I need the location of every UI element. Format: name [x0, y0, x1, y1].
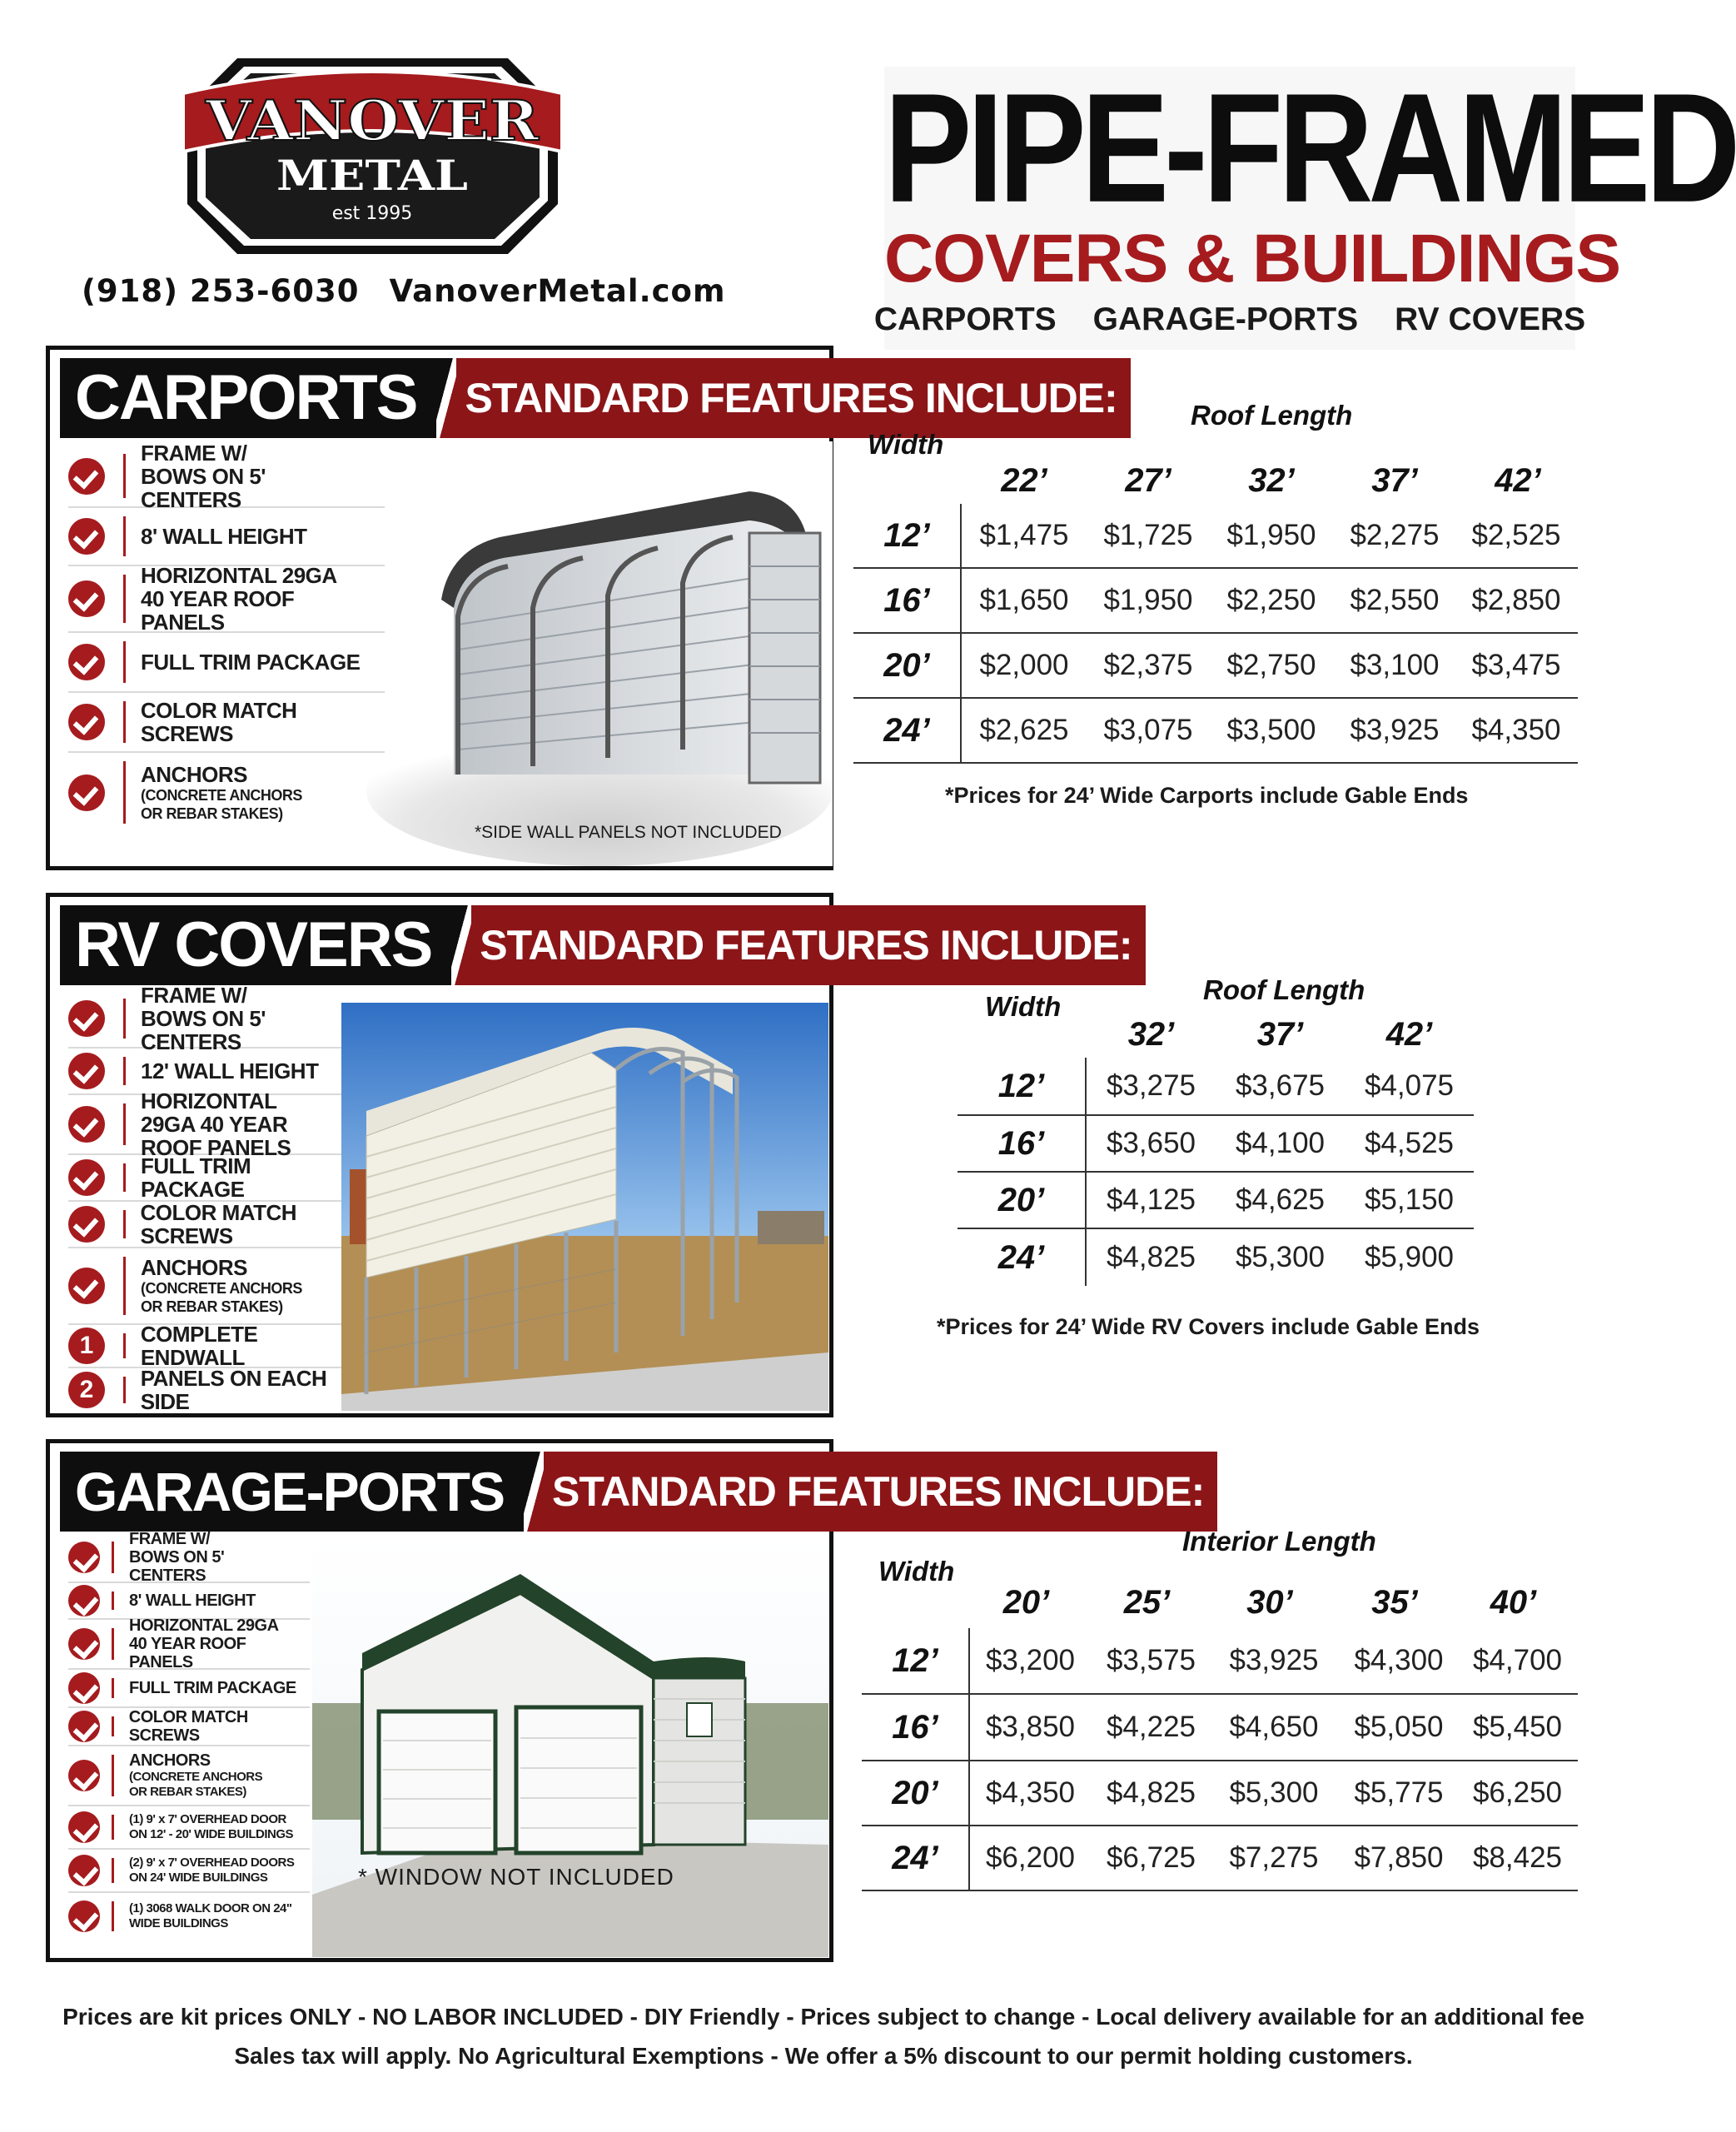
garage-ports-note: * WINDOW NOT INCLUDED: [358, 1864, 674, 1890]
feature-item: [68, 1368, 356, 1412]
price-cell: $4,075: [1364, 1069, 1455, 1102]
garage-ports-panel-header: [60, 1452, 1217, 1532]
feature-main: ANCHORS: [141, 1255, 247, 1280]
price-cell: $1,725: [1103, 519, 1193, 551]
feature-text: [141, 1256, 307, 1316]
feature-text: HORIZONTAL 29GA 40 YEAR ROOF PANELS: [141, 1088, 291, 1160]
feature-text: FRAME W/ BOWS ON 5' CENTERS: [129, 1530, 225, 1585]
width-label: Width: [868, 429, 944, 460]
check-icon: [68, 1711, 100, 1742]
price-cell: $5,150: [1364, 1183, 1455, 1216]
price-cell: $3,850: [985, 1711, 1076, 1743]
table-row: [958, 1116, 1474, 1173]
features-heading: STANDARD FEATURES INCLUDE:: [544, 1452, 1217, 1532]
feature-divider: [112, 1716, 114, 1736]
feature-divider: [123, 1257, 126, 1315]
check-icon: [68, 1855, 100, 1886]
price-cell: $3,925: [1350, 714, 1440, 746]
check-icon: [68, 1542, 100, 1573]
feature-item: [68, 440, 385, 512]
row-width: 20’: [862, 1761, 970, 1825]
feature-divider: [123, 1210, 126, 1238]
feature-item: [68, 1322, 356, 1370]
feature-divider: [123, 1377, 126, 1403]
column-header: 25’: [1123, 1584, 1171, 1621]
check-icon: [68, 704, 105, 740]
header-divider: [524, 1452, 544, 1532]
feature-item: [68, 508, 385, 566]
footer-line-1: Prices are kit prices ONLY - NO LABOR INCLUDED - DIY Friendly - Prices subject to change - Local delivery available for an additional fee: [62, 2004, 1584, 2030]
price-cell: $4,350: [1471, 714, 1561, 746]
table-rows: [862, 1628, 1578, 1891]
feature-text: COLOR MATCH SCREWS: [128, 1708, 248, 1745]
feature-main: ANCHORS: [141, 761, 247, 787]
price-cell: $4,825: [1106, 1241, 1196, 1273]
row-width: 16’: [853, 569, 962, 632]
price-cell: $4,625: [1235, 1183, 1326, 1216]
row-width: 20’: [958, 1173, 1087, 1228]
row-width: 16’: [958, 1116, 1087, 1171]
price-cell: $5,450: [1472, 1711, 1563, 1743]
feature-divider: [112, 1858, 114, 1883]
price-cell: $5,050: [1354, 1711, 1444, 1743]
column-header: 37’: [1256, 1016, 1304, 1053]
feature-item: [68, 1530, 310, 1585]
rv-cover-photo: [341, 1003, 828, 1411]
table-title: Interior Length: [1182, 1526, 1376, 1557]
features-heading: STANDARD FEATURES INCLUDE:: [456, 358, 1130, 438]
price-cell: $2,375: [1103, 649, 1193, 681]
width-label: Width: [878, 1556, 955, 1587]
table-row: [853, 569, 1578, 634]
table-row: [853, 699, 1578, 764]
feature-divider: [123, 1103, 126, 1145]
feature-text: 12' WALL HEIGHT: [141, 1059, 319, 1083]
price-cell: $2,000: [979, 649, 1069, 681]
headline-tags: [873, 301, 1586, 338]
feature-item: [68, 633, 385, 693]
logo-est: est 1995: [331, 203, 413, 224]
feature-divider: [123, 701, 126, 743]
row-width: 12’: [862, 1628, 970, 1693]
price-cell: $2,850: [1471, 584, 1561, 616]
price-cell: $3,075: [1103, 714, 1193, 746]
website-link[interactable]: VanoverMetal.com: [389, 273, 726, 309]
feature-divider: [123, 1057, 126, 1085]
price-cell: $3,275: [1106, 1069, 1196, 1102]
price-cell: $4,350: [985, 1776, 1076, 1809]
check-icon: [68, 775, 105, 811]
tag-carports: CARPORTS: [873, 301, 1057, 337]
price-cell: $3,475: [1471, 649, 1561, 681]
feature-text: 8' WALL HEIGHT: [141, 524, 307, 549]
feature-item: [68, 693, 385, 753]
contact-line: [82, 273, 726, 309]
headline-block: [873, 62, 1736, 350]
check-icon: [68, 1000, 105, 1037]
price-cell: $3,575: [1106, 1644, 1196, 1676]
logo-name: VANOVER: [204, 88, 540, 153]
table-rows: [853, 504, 1578, 764]
phone-number[interactable]: (918) 253-6030: [82, 273, 360, 309]
feature-text: (2) 9' x 7' OVERHEAD DOORS ON 24' WIDE BUILDINGS: [129, 1856, 295, 1885]
feature-subtext: (CONCRETE ANCHORS OR REBAR STAKES): [141, 786, 302, 822]
footer-line-2: Sales tax will apply. No Agricultural Exemptions - We offer a 5% discount to our permit holding customers.: [234, 2043, 1413, 2069]
price-cell: $2,525: [1471, 519, 1561, 551]
price-cell: $1,475: [979, 519, 1069, 551]
column-header: 35’: [1371, 1584, 1418, 1621]
price-cell: $5,300: [1235, 1241, 1326, 1273]
price-cell: $2,275: [1350, 519, 1440, 551]
feature-text: FULL TRIM PACKAGE: [129, 1679, 296, 1697]
feature-item: [68, 563, 385, 635]
feature-divider: [123, 1333, 126, 1358]
feature-text: FULL TRIM PACKAGE: [141, 650, 361, 675]
feature-text: HORIZONTAL 29GA 40 YEAR ROOF PANELS: [141, 563, 336, 635]
check-icon: [68, 1672, 100, 1704]
row-width: 12’: [853, 504, 962, 567]
check-icon: [68, 1585, 100, 1616]
feature-text: FRAME W/ BOWS ON 5' CENTERS: [141, 983, 266, 1054]
price-cell: $4,125: [1106, 1183, 1196, 1216]
feature-divider: [112, 1755, 114, 1796]
row-width: 24’: [958, 1229, 1087, 1286]
column-headers: [962, 462, 1579, 500]
row-width: 12’: [958, 1058, 1087, 1114]
feature-text: COMPLETE ENDWALL: [140, 1322, 258, 1370]
table-row: [958, 1173, 1474, 1229]
row-width: 24’: [862, 1826, 970, 1890]
feature-divider: [123, 516, 126, 556]
feature-item: [68, 983, 356, 1054]
feature-item: [68, 1850, 310, 1893]
table-row: [862, 1761, 1578, 1826]
price-cell: $4,700: [1472, 1644, 1563, 1676]
price-cell: $1,950: [1226, 519, 1316, 551]
column-header: 32’: [1127, 1016, 1175, 1053]
feature-item: [68, 1202, 356, 1248]
headline-subtitle: COVERS & BUILDINGS: [884, 221, 1621, 296]
feature-divider: [123, 1163, 126, 1192]
garage-ports-title: GARAGE-PORTS: [60, 1452, 524, 1532]
feature-text: COLOR MATCH SCREWS: [140, 1200, 297, 1248]
number-2-icon: 2: [68, 1372, 105, 1408]
column-headers: [1087, 1016, 1474, 1054]
table-rows: [958, 1058, 1474, 1286]
feature-divider: [112, 1628, 114, 1660]
feature-divider: [112, 1901, 114, 1931]
table-row: [862, 1695, 1578, 1761]
garage-ports-price-table: [858, 1524, 1582, 1890]
column-header: 37’: [1371, 462, 1418, 499]
feature-text: 8' WALL HEIGHT: [129, 1592, 256, 1610]
table-title: Roof Length: [1191, 400, 1353, 431]
price-cell: $1,950: [1103, 584, 1193, 616]
feature-item: [68, 1806, 310, 1850]
check-icon: [68, 458, 105, 495]
feature-divider: [123, 761, 126, 824]
check-icon: [68, 1628, 100, 1660]
column-header: 22’: [1001, 462, 1047, 499]
table-row: [853, 634, 1578, 699]
feature-item: [68, 1088, 356, 1160]
price-cell: $4,825: [1106, 1776, 1196, 1809]
column-header: 30’: [1246, 1584, 1293, 1621]
headline-title: PIPE-FRAMED: [884, 62, 1736, 235]
feature-item: [68, 1708, 310, 1746]
price-cell: $4,100: [1235, 1127, 1326, 1159]
row-width: 16’: [862, 1695, 970, 1760]
carports-note: *SIDE WALL PANELS NOT INCLUDED: [475, 823, 782, 842]
column-header: 20’: [1002, 1584, 1050, 1621]
price-cell: $6,250: [1472, 1776, 1563, 1809]
carports-title: CARPORTS: [60, 358, 436, 438]
column-header: 32’: [1248, 462, 1295, 499]
feature-subtext: (CONCRETE ANCHORS OR REBAR STAKES): [129, 1770, 263, 1799]
feature-subtext: (CONCRETE ANCHORS OR REBAR STAKES): [141, 1280, 302, 1315]
feature-divider: [123, 641, 126, 683]
column-headers: [966, 1584, 1569, 1621]
price-cell: $5,775: [1354, 1776, 1444, 1809]
rv-covers-price-table: [937, 966, 1515, 1349]
carports-feature-list: [68, 440, 385, 832]
column-header: 42’: [1495, 462, 1541, 499]
price-cell: $3,200: [985, 1644, 1076, 1676]
feature-divider: [123, 575, 126, 623]
feature-divider: [112, 1542, 114, 1573]
table-footnote: *Prices for 24’ Wide Carports include Gable Ends: [945, 783, 1469, 808]
feature-text: (1) 3068 WALK DOOR ON 24" WIDE BUILDINGS: [129, 1901, 292, 1930]
price-cell: $3,650: [1106, 1127, 1196, 1159]
tag-rv-covers: RV COVERS: [1395, 301, 1586, 337]
feature-divider: [112, 1815, 114, 1840]
rv-covers-title: RV COVERS: [60, 905, 451, 985]
feature-text: COLOR MATCH SCREWS: [140, 698, 297, 746]
feature-divider: [123, 454, 126, 498]
feature-text: [141, 763, 307, 823]
column-header: 42’: [1385, 1016, 1433, 1053]
price-cell: $2,250: [1226, 584, 1316, 616]
logo-metal: METAL: [276, 151, 468, 200]
feature-text: PANELS ON EACH SIDE: [140, 1366, 327, 1414]
table-row: [862, 1826, 1578, 1891]
table-footnote: *Prices for 24’ Wide RV Covers include Gable Ends: [937, 1314, 1480, 1339]
check-icon: [68, 1900, 100, 1932]
features-heading: STANDARD FEATURES INCLUDE:: [471, 905, 1145, 985]
price-cell: $3,500: [1226, 714, 1316, 746]
price-cell: $4,225: [1106, 1711, 1196, 1743]
feature-text: HORIZONTAL 29GA 40 YEAR ROOF PANELS: [129, 1616, 278, 1671]
table-row: [853, 504, 1578, 569]
price-cell: $2,625: [979, 714, 1069, 746]
table-row: [958, 1229, 1474, 1286]
feature-item: [68, 1893, 310, 1940]
feature-item: [68, 1616, 310, 1671]
price-cell: $4,650: [1229, 1711, 1319, 1743]
feature-item: [68, 1746, 310, 1806]
check-icon: [68, 580, 105, 617]
feature-item: [68, 1155, 356, 1202]
rv-covers-feature-list: [68, 983, 356, 1414]
width-label: Width: [985, 991, 1062, 1022]
price-cell: $5,900: [1364, 1241, 1455, 1273]
price-cell: $6,200: [985, 1841, 1076, 1874]
price-cell: $5,300: [1229, 1776, 1319, 1809]
header-divider: [436, 358, 456, 438]
feature-text: (1) 9' x 7' OVERHEAD DOOR ON 12' - 20' WIDE BUILDINGS: [129, 1812, 293, 1841]
number-1-icon: 1: [68, 1328, 105, 1364]
price-cell: $7,275: [1229, 1841, 1319, 1874]
feature-item: [68, 753, 385, 832]
carport-photo: [391, 441, 833, 866]
vanover-metal-logo: [179, 58, 566, 254]
price-cell: $7,850: [1354, 1841, 1444, 1874]
garage-ports-feature-list: [68, 1530, 310, 1940]
check-icon: [68, 518, 105, 555]
row-width: 24’: [853, 699, 962, 762]
table-row: [862, 1628, 1578, 1695]
price-cell: $8,425: [1472, 1841, 1563, 1874]
price-cell: $4,525: [1364, 1127, 1455, 1159]
check-icon: [68, 1106, 105, 1143]
price-cell: $2,750: [1226, 649, 1316, 681]
check-icon: [68, 1206, 105, 1243]
price-cell: $1,650: [979, 584, 1069, 616]
price-cell: $3,675: [1235, 1069, 1326, 1102]
price-cell: $4,300: [1354, 1644, 1444, 1676]
check-icon: [68, 1053, 105, 1089]
feature-divider: [112, 1678, 114, 1698]
feature-text: FULL TRIM PACKAGE: [140, 1153, 251, 1202]
carports-price-table: [849, 391, 1582, 824]
column-header: 40’: [1490, 1584, 1537, 1621]
feature-item: [68, 1670, 310, 1708]
feature-text: FRAME W/ BOWS ON 5' CENTERS: [141, 440, 266, 512]
price-cell: $3,100: [1350, 649, 1440, 681]
feature-divider: [123, 999, 126, 1039]
row-width: 20’: [853, 634, 962, 697]
check-icon: [68, 1159, 105, 1196]
tag-garage-ports: GARAGE-PORTS: [1092, 301, 1359, 337]
check-icon: [68, 1760, 100, 1791]
check-icon: [68, 1811, 100, 1843]
table-title: Roof Length: [1203, 974, 1365, 1005]
check-icon: [68, 1268, 105, 1304]
check-icon: [68, 644, 105, 680]
feature-main: ANCHORS: [129, 1751, 211, 1770]
feature-text: [129, 1751, 279, 1800]
header-divider: [451, 905, 471, 985]
feature-item: [68, 1583, 310, 1620]
garage-port-photo: [312, 1537, 828, 1957]
table-row: [958, 1058, 1474, 1116]
feature-divider: [112, 1592, 114, 1610]
column-header: 27’: [1125, 462, 1171, 499]
price-cell: $6,725: [1106, 1841, 1196, 1874]
price-cell: $2,550: [1350, 584, 1440, 616]
price-cell: $3,925: [1229, 1644, 1319, 1676]
feature-item: [68, 1248, 356, 1325]
